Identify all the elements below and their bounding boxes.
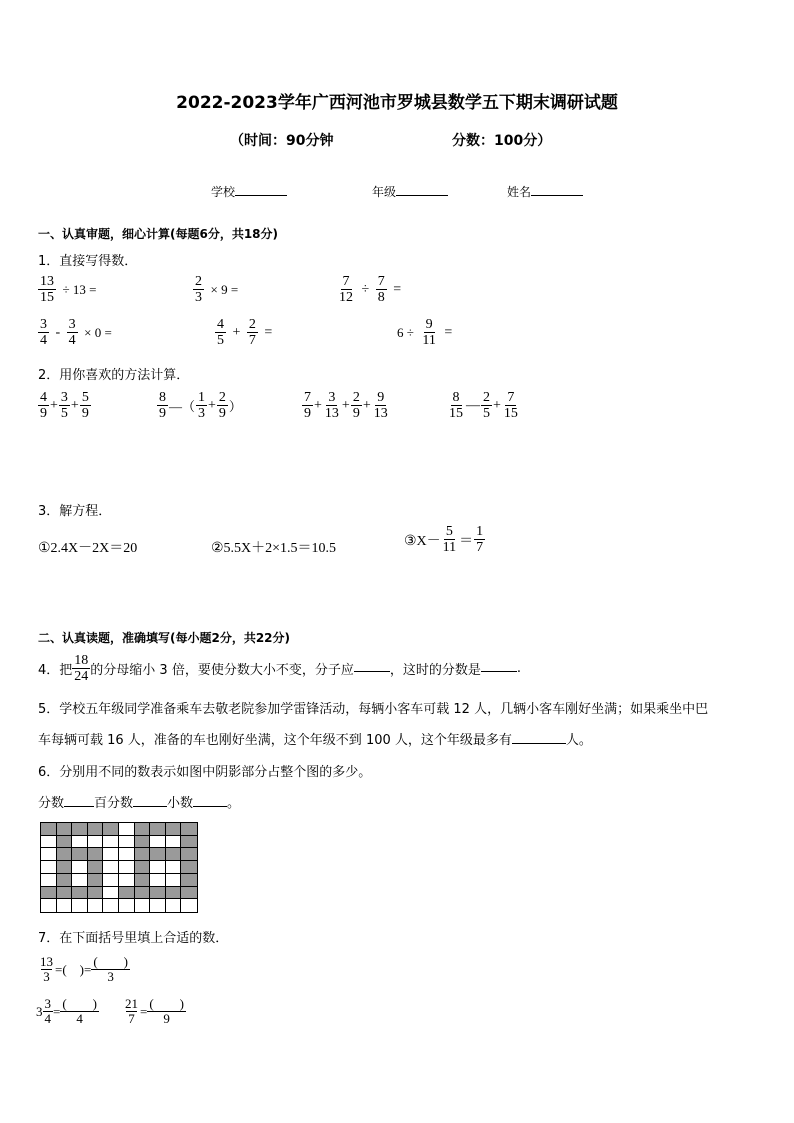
q2-expression-3 <box>302 390 390 422</box>
grid-cell <box>103 887 119 900</box>
fraction-denominator: 3 <box>43 969 50 985</box>
grid-cell <box>41 836 57 849</box>
fraction-denominator: 15 <box>449 406 463 422</box>
operator: + <box>341 397 350 413</box>
grid-cell <box>119 836 135 849</box>
fraction-numerator: 1 <box>476 524 484 539</box>
fraction-numerator: 7 <box>507 390 515 405</box>
q4-prefix: 4．把 <box>38 663 73 679</box>
grid-cell <box>41 861 57 874</box>
name-label: 姓名 <box>507 185 532 199</box>
grid-cell <box>150 861 166 874</box>
fraction-numerator: 9 <box>425 317 433 332</box>
grid-cell <box>166 874 182 887</box>
grid-cell-shaded <box>88 848 104 861</box>
fraction-denominator: 13 <box>373 406 388 422</box>
grid-cell <box>88 836 104 849</box>
answer-blank[interactable] <box>481 671 517 672</box>
fraction-denominator: 9 <box>352 406 360 422</box>
school-blank <box>235 195 287 196</box>
grid-cell <box>135 899 151 912</box>
fraction-numerator: 3 <box>328 390 336 405</box>
grid-cell-shaded <box>41 887 57 900</box>
grid-cell-shaded <box>135 887 151 900</box>
fraction-numerator: 7 <box>377 274 385 289</box>
grid-cell-shaded <box>57 887 73 900</box>
q4 <box>38 653 521 685</box>
q6-end: 。 <box>227 796 241 811</box>
fraction-denominator: 3 <box>107 969 114 985</box>
fraction-numerator: 3 <box>68 317 76 332</box>
operator: =( )= <box>55 961 92 977</box>
fraction-denominator: 3 <box>195 290 202 306</box>
grid-cell-shaded <box>88 861 104 874</box>
fraction-denominator: 5 <box>60 406 68 422</box>
fraction-denominator: 7 <box>476 540 484 556</box>
grade-blank <box>396 195 448 196</box>
grid-cell <box>150 836 166 849</box>
expression-rest: ÷ 13 = <box>62 281 97 297</box>
q1-item-5 <box>215 317 275 349</box>
q1-item-3 <box>337 274 404 306</box>
fraction-denominator: 9 <box>304 406 311 422</box>
operator: + <box>208 397 216 413</box>
fraction-denominator: 15 <box>503 406 518 422</box>
operator: = <box>140 1003 148 1019</box>
grid-cell-shaded <box>119 887 135 900</box>
grid-cell <box>41 874 57 887</box>
q4-end: . <box>516 661 521 677</box>
grid-cell-shaded <box>57 874 73 887</box>
grid-cell <box>150 874 166 887</box>
expression-rest: × 9 = <box>210 281 239 297</box>
fraction-denominator: 13 <box>324 406 339 422</box>
grid-cell-shaded <box>150 823 166 836</box>
expression-rest: × 0 = <box>84 324 112 340</box>
grid-cell-shaded <box>88 887 104 900</box>
expression-rest: = <box>393 281 402 297</box>
grid-cell-shaded <box>57 861 73 874</box>
operator: — <box>466 397 480 413</box>
grid-cell <box>72 836 88 849</box>
q1-stem: 1．直接写得数． <box>38 254 138 269</box>
q1-item-1 <box>38 274 99 306</box>
percent-label: 百分数 <box>94 796 134 811</box>
grid-cell <box>166 836 182 849</box>
grid-cell-shaded <box>181 848 197 861</box>
q5-text: 车每辆可载 16 人，准备的车也刚好坐满，这个年级不到 100 人，这个年级最多有 <box>38 733 512 748</box>
q7-item-1 <box>38 955 130 985</box>
fraction-numerator: 1 <box>198 390 206 405</box>
fraction-denominator: 9 <box>159 406 166 422</box>
fraction-denominator: 9 <box>218 406 226 422</box>
answer-numerator[interactable]: ( ) <box>93 954 128 969</box>
answer-blank[interactable] <box>193 806 227 807</box>
fraction-denominator: 5 <box>217 333 224 349</box>
fraction-numerator: 2 <box>218 390 226 405</box>
fraction-numerator: 3 <box>40 317 47 332</box>
grid-cell-shaded <box>103 823 119 836</box>
fraction-numerator: 3 <box>44 996 51 1011</box>
grid-cell <box>119 848 135 861</box>
q5-line-2 <box>38 729 592 748</box>
grid-cell-shaded <box>166 823 182 836</box>
grid-cell-shaded <box>88 823 104 836</box>
operator: ÷ <box>361 281 370 297</box>
fraction-numerator: 5 <box>81 390 89 405</box>
grid-cell-shaded <box>181 823 197 836</box>
grid-cell-shaded <box>72 848 88 861</box>
expression-rest: = <box>264 324 273 340</box>
grid-cell <box>72 861 88 874</box>
q1-item-2 <box>193 274 241 306</box>
fraction-numerator: 2 <box>195 274 202 289</box>
fraction-denominator: 9 <box>81 406 89 422</box>
q2-expression-2 <box>157 390 243 422</box>
grid-cell-shaded <box>181 861 197 874</box>
q5-line-1: 5．学校五年级同学准备乘车去敬老院参加学雷锋活动，每辆小客车可载 12 人，几辆小客车刚好坐满；如果乘坐中巴 <box>38 702 709 717</box>
fraction-numerator: 21 <box>125 996 138 1011</box>
grid-cell-shaded <box>181 887 197 900</box>
school-label: 学校 <box>211 185 236 199</box>
operator: + <box>314 397 322 413</box>
grid-cell <box>103 848 119 861</box>
fraction-denominator: 4 <box>44 1011 51 1027</box>
answer-blank[interactable] <box>512 743 566 744</box>
grid-cell-shaded <box>72 823 88 836</box>
equation-prefix: ③X－ <box>404 533 441 549</box>
operator: + <box>493 397 501 413</box>
grid-cell-shaded <box>135 861 151 874</box>
fraction-denominator: 7 <box>128 1011 135 1027</box>
fraction-numerator: 2 <box>352 390 360 405</box>
fraction-denominator: 12 <box>339 290 353 306</box>
fraction-denominator: 8 <box>377 290 385 306</box>
fraction-numerator: 9 <box>377 390 385 405</box>
q3-equation-3 <box>404 524 485 556</box>
fraction-denominator: 4 <box>76 1011 83 1027</box>
school-field <box>211 183 287 200</box>
fraction-numerator: 3 <box>60 390 68 405</box>
q5-end: 人。 <box>565 733 592 748</box>
q2-stem: 2．用你喜欢的方法计算． <box>38 368 190 383</box>
q2-expression-4 <box>447 390 520 422</box>
grid-cell-shaded <box>57 836 73 849</box>
operator: + <box>70 397 79 413</box>
grid-cell-shaded <box>135 823 151 836</box>
grid-cell <box>72 899 88 912</box>
grid-cell <box>103 861 119 874</box>
q1-item-4 <box>38 317 115 349</box>
fraction-denominator: 11 <box>422 333 436 349</box>
fraction-numerator: 8 <box>452 390 460 405</box>
fraction-denominator: 4 <box>40 333 47 349</box>
fraction-numerator: 7 <box>342 274 350 289</box>
q4-text: 的分母缩小 3 倍，要使分数大小不变，分子应 <box>90 663 354 679</box>
answer-blank[interactable] <box>354 671 390 672</box>
operator: + <box>232 324 241 340</box>
name-blank <box>531 195 583 196</box>
grid-cell <box>150 899 166 912</box>
q2-expression-1 <box>38 390 91 422</box>
q7-item-2 <box>36 997 99 1027</box>
fraction-denominator: 9 <box>40 406 47 422</box>
section-2-heading: 二、认真读题，准确填写(每小题2分，共22分) <box>38 631 291 645</box>
fraction-numerator: 7 <box>304 390 311 405</box>
answer-numerator[interactable]: ( ) <box>149 996 185 1011</box>
answer-blank[interactable] <box>64 806 94 807</box>
q3-equation-2: ②5.5X＋2×1.5＝10.5 <box>211 541 337 556</box>
fraction-numerator: 2 <box>248 317 256 332</box>
grid-cell <box>103 899 119 912</box>
grid-cell-shaded <box>41 823 57 836</box>
grid-cell <box>103 874 119 887</box>
whole-number: 3 <box>36 1003 43 1019</box>
shaded-grid-figure <box>40 822 198 913</box>
fraction-numerator: 13 <box>40 274 54 289</box>
answer-numerator[interactable]: ( ) <box>62 996 98 1011</box>
grid-cell-shaded <box>57 823 73 836</box>
expression-prefix: 6 ÷ <box>397 324 414 340</box>
grid-cell <box>119 899 135 912</box>
operator: = <box>53 1003 61 1019</box>
q1-item-6 <box>394 317 455 349</box>
grid-cell <box>72 874 88 887</box>
name-field <box>507 183 583 200</box>
grid-cell <box>166 861 182 874</box>
fraction-numerator: 8 <box>159 390 166 405</box>
grid-cell <box>181 899 197 912</box>
fraction-denominator: 5 <box>483 406 490 422</box>
grid-cell <box>41 899 57 912</box>
grid-cell <box>103 836 119 849</box>
operator: + <box>50 397 58 413</box>
q6-stem: 6．分别用不同的数表示如图中阴影部分占整个图的多少。 <box>38 765 372 780</box>
fraction-denominator: 3 <box>198 406 206 422</box>
fraction-denominator: 11 <box>442 540 457 556</box>
fraction-numerator: 13 <box>40 954 53 969</box>
fraction-denominator: 9 <box>163 1011 170 1027</box>
q7-item-3 <box>123 997 186 1027</box>
section-1-heading: 一、认真审题，细心计算(每题6分，共18分) <box>38 227 279 241</box>
grid-cell-shaded <box>135 874 151 887</box>
fraction-numerator: 5 <box>445 524 453 539</box>
operator: - <box>55 324 61 340</box>
grid-cell <box>57 899 73 912</box>
grid-cell <box>119 861 135 874</box>
operator: + <box>362 397 371 413</box>
grid-cell-shaded <box>88 874 104 887</box>
grid-cell-shaded <box>181 874 197 887</box>
grid-cell-shaded <box>57 848 73 861</box>
grid-cell-shaded <box>150 887 166 900</box>
grid-cell-shaded <box>72 887 88 900</box>
operator: —（ <box>169 399 196 415</box>
page-title: 2022-2023学年广西河池市罗城县数学五下期末调研试题 <box>176 93 618 113</box>
grid-cell-shaded <box>135 836 151 849</box>
fraction-numerator: 4 <box>217 317 224 332</box>
grade-label: 年级 <box>372 185 397 199</box>
q3-stem: 3．解方程． <box>38 504 112 519</box>
grid-cell-shaded <box>166 848 182 861</box>
grid-cell-shaded <box>181 836 197 849</box>
decimal-label: 小数 <box>167 796 194 811</box>
grid-cell-shaded <box>166 887 182 900</box>
exam-score: 分数：100分） <box>452 133 552 149</box>
operator: ） <box>228 399 242 415</box>
q3-equation-1: ①2.4X－2X＝20 <box>38 541 138 556</box>
q7-stem: 7．在下面括号里填上合适的数． <box>38 931 229 946</box>
expression-rest: = <box>444 324 453 340</box>
grade-field <box>372 183 448 200</box>
fraction-numerator: 4 <box>40 390 47 405</box>
exam-time: （时间：90分钟 <box>230 133 334 149</box>
q6-fill <box>38 792 240 811</box>
fraction-denominator: 4 <box>68 333 76 349</box>
fraction-numerator: 2 <box>483 390 490 405</box>
grid-cell <box>119 874 135 887</box>
fraction-denominator: 24 <box>74 669 89 685</box>
grid-cell-shaded <box>135 848 151 861</box>
fraction-label: 分数 <box>38 796 65 811</box>
operator: ＝ <box>459 533 474 549</box>
fraction-numerator: 18 <box>74 653 89 668</box>
grid-cell-shaded <box>150 848 166 861</box>
q4-text-2: ，这时的分数是 <box>389 663 481 679</box>
grid-cell <box>41 848 57 861</box>
grid-cell <box>166 899 182 912</box>
grid-cell <box>119 823 135 836</box>
fraction-denominator: 15 <box>40 290 54 306</box>
answer-blank[interactable] <box>133 806 167 807</box>
grid-cell <box>88 899 104 912</box>
fraction-denominator: 7 <box>248 333 256 349</box>
